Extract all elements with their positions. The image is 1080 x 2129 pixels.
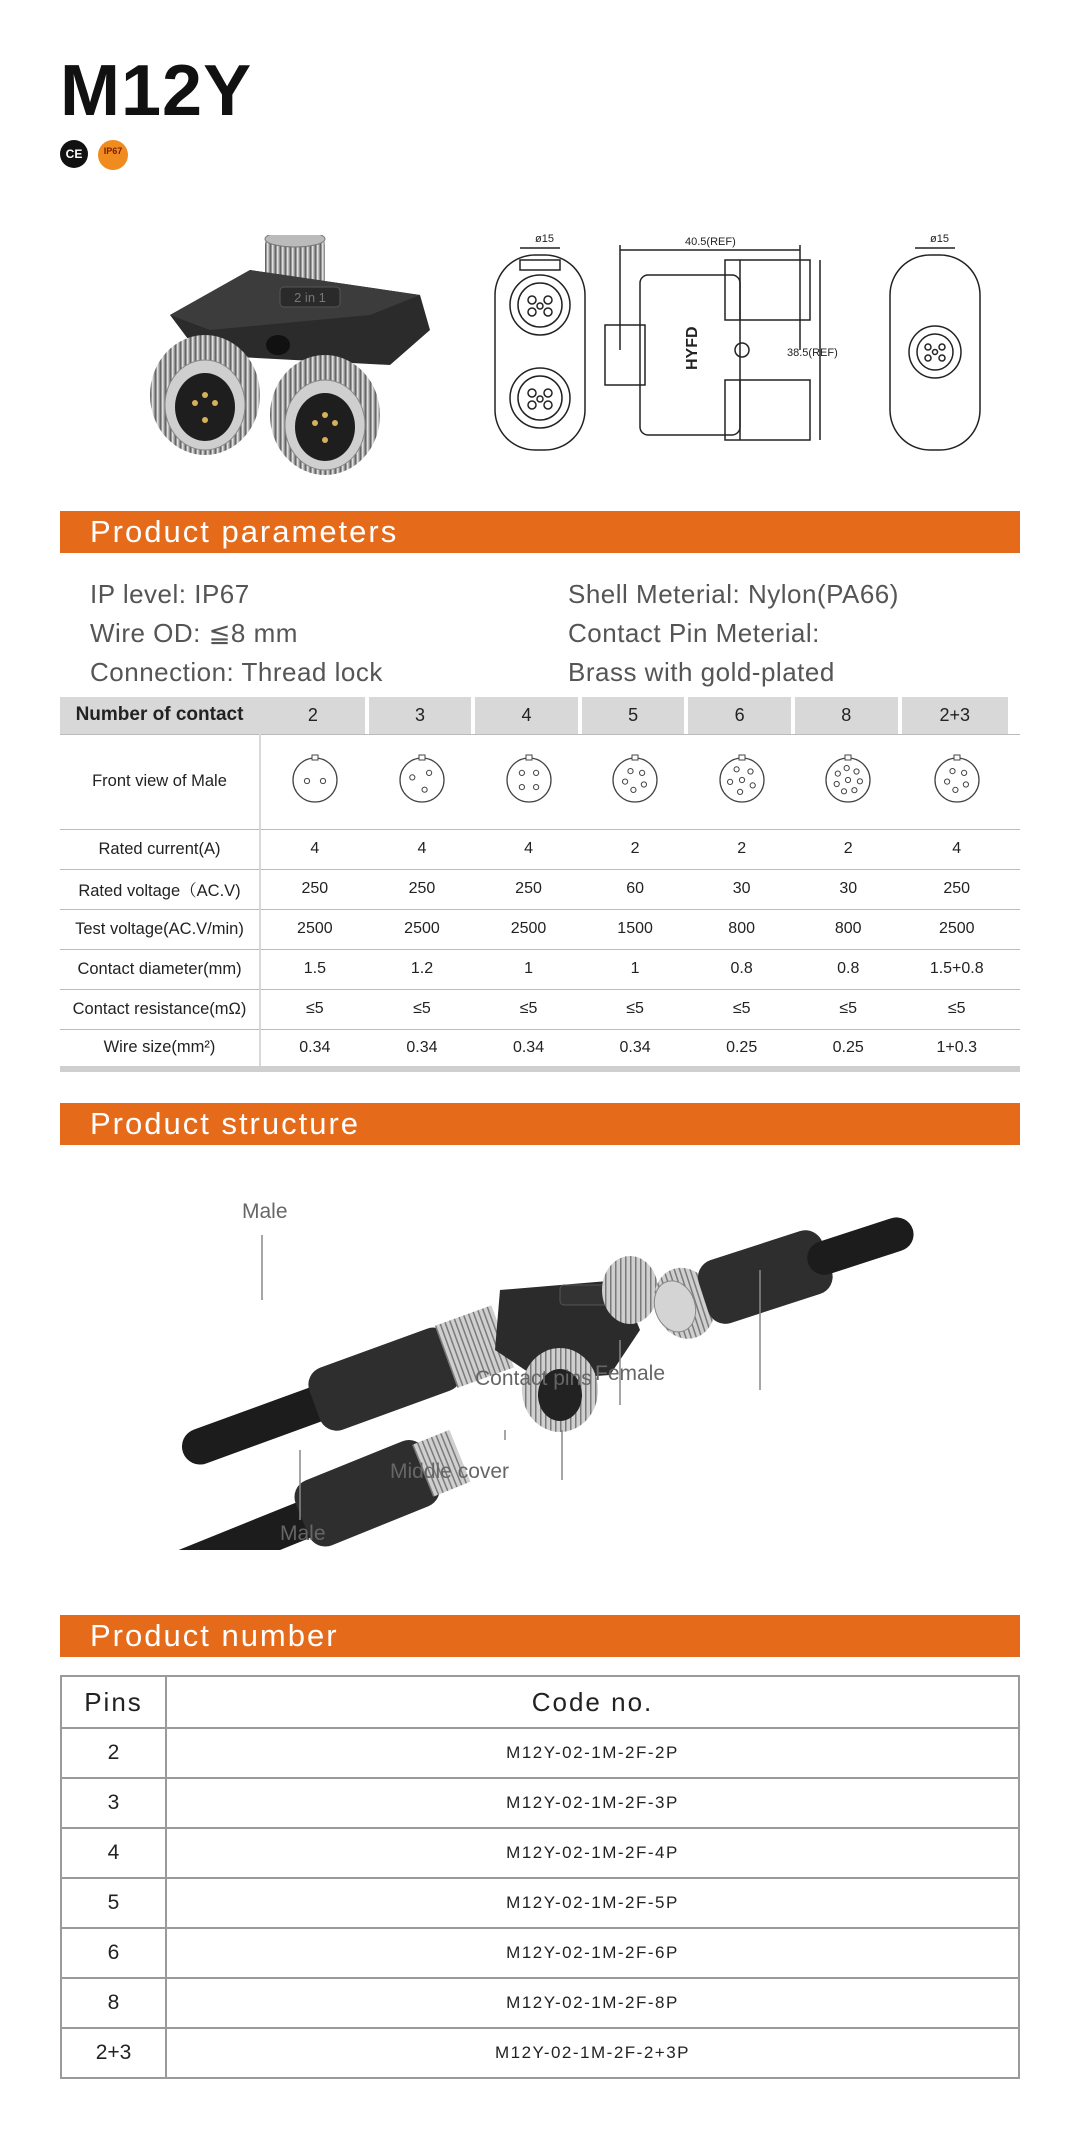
ce-badge-icon: CE xyxy=(60,140,88,168)
spec-row xyxy=(60,989,1020,1029)
code-row xyxy=(61,2028,1019,2078)
code-row-code: M12Y-02-1M-2F-6P xyxy=(166,1928,1019,1978)
code-row-code: M12Y-02-1M-2F-2P xyxy=(166,1728,1019,1778)
dim-height-label: 38.5(REF) xyxy=(787,347,838,359)
spec-cell: ≤5 xyxy=(582,989,689,1029)
hero-mark: 2 in 1 xyxy=(294,290,326,305)
dim-width-label: 40.5(REF) xyxy=(685,236,736,248)
dim-right-label: ø15 xyxy=(930,233,949,245)
spec-cell: 250 xyxy=(475,869,582,909)
spec-header-label: Number of contact xyxy=(60,697,260,734)
spec-row xyxy=(60,1029,1020,1069)
spec-front-view-row xyxy=(60,734,1020,829)
spec-front-view-label: Front view of Male xyxy=(60,734,260,829)
spec-col: 3 xyxy=(369,697,472,734)
param-contact-pin-material: Contact Pin Meterial: xyxy=(568,618,820,648)
callout-male-top: Male xyxy=(242,1200,288,1223)
spec-cell: 30 xyxy=(795,869,902,909)
code-row-code: M12Y-02-1M-2F-3P xyxy=(166,1778,1019,1828)
spec-cell: 2 xyxy=(582,829,689,869)
spec-cell: 250 xyxy=(260,869,369,909)
spec-row-label: Wire size(mm²) xyxy=(60,1029,260,1069)
spec-cell: 0.8 xyxy=(795,949,902,989)
spec-cell: 30 xyxy=(688,869,795,909)
param-connection: Connection: Thread lock xyxy=(90,657,383,687)
spec-cell: 4 xyxy=(902,829,1012,869)
code-row-pins: 8 xyxy=(61,1978,166,2028)
spec-row-label: Rated voltage（AC.V) xyxy=(60,869,260,909)
spec-cell: 1.5 xyxy=(260,949,369,989)
pin-face-icon xyxy=(931,753,983,805)
code-row xyxy=(61,1878,1019,1928)
spec-cell: 1500 xyxy=(582,909,689,949)
spec-cell: 250 xyxy=(902,869,1012,909)
page-title: M12Y xyxy=(60,51,253,131)
spec-cell: ≤5 xyxy=(688,989,795,1029)
spec-row-label: Test voltage(AC.V/min) xyxy=(60,909,260,949)
pin-face-cell xyxy=(582,734,689,829)
spec-cell: 0.25 xyxy=(688,1029,795,1069)
spec-col: 2+3 xyxy=(902,697,1008,734)
code-table-header xyxy=(61,1676,1019,1728)
drawing-end-view-left xyxy=(495,233,585,450)
code-header-pins: Pins xyxy=(61,1676,166,1728)
spec-cell: 2500 xyxy=(260,909,369,949)
spec-col: 4 xyxy=(475,697,578,734)
param-shell-material: Shell Meterial: Nylon(PA66) xyxy=(568,579,899,609)
spec-row xyxy=(60,909,1020,949)
pin-face-icon xyxy=(396,753,448,805)
callout-contact-pins: Contact pins xyxy=(475,1367,592,1390)
parameters-left xyxy=(90,575,383,692)
spec-col: 5 xyxy=(582,697,685,734)
spec-row-label: Rated current(A) xyxy=(60,829,260,869)
spec-cell: ≤5 xyxy=(260,989,369,1029)
spec-cell: 1.5+0.8 xyxy=(902,949,1012,989)
pin-face-icon xyxy=(716,753,768,805)
section-header-structure: Product structure xyxy=(60,1103,1020,1145)
spec-cell: 0.8 xyxy=(688,949,795,989)
spec-cell: 2500 xyxy=(902,909,1012,949)
spec-row xyxy=(60,869,1020,909)
param-wire-od: Wire OD: ≦8 mm xyxy=(90,618,298,648)
param-ip-level: IP level: IP67 xyxy=(90,579,250,609)
code-row-code: M12Y-02-1M-2F-5P xyxy=(166,1878,1019,1928)
spec-row-label: Contact resistance(mΩ) xyxy=(60,989,260,1029)
spec-cell: 1 xyxy=(475,949,582,989)
parameters-right xyxy=(568,575,899,692)
spec-cell: 2 xyxy=(795,829,902,869)
spec-row xyxy=(60,949,1020,989)
code-row-code: M12Y-02-1M-2F-4P xyxy=(166,1828,1019,1878)
code-row xyxy=(61,1978,1019,2028)
brand-label: HYFD xyxy=(684,326,701,370)
dim-left-label: ø15 xyxy=(535,233,554,245)
spec-cell: 0.34 xyxy=(582,1029,689,1069)
pin-face-icon xyxy=(503,753,555,805)
code-row-pins: 2+3 xyxy=(61,2028,166,2078)
code-row-pins: 6 xyxy=(61,1928,166,1978)
section-header-number: Product number xyxy=(60,1615,1020,1657)
spec-col: 2 xyxy=(260,697,365,734)
spec-cell: 800 xyxy=(795,909,902,949)
spec-col: 8 xyxy=(795,697,898,734)
callout-middle-cover: Middle cover xyxy=(390,1460,510,1483)
spec-cell: ≤5 xyxy=(369,989,476,1029)
spec-header-row xyxy=(60,697,1020,734)
pin-face-icon xyxy=(289,753,341,805)
pin-face-cell xyxy=(475,734,582,829)
spec-cell: 2 xyxy=(688,829,795,869)
param-plating: Brass with gold-plated xyxy=(568,657,835,687)
spec-cell: 0.34 xyxy=(260,1029,369,1069)
pin-face-cell xyxy=(902,734,1012,829)
pin-face-cell xyxy=(369,734,476,829)
spec-cell: 800 xyxy=(688,909,795,949)
spec-row xyxy=(60,829,1020,869)
spec-cell: 2500 xyxy=(369,909,476,949)
pin-face-icon xyxy=(609,753,661,805)
technical-drawing xyxy=(480,230,1030,460)
pin-face-cell xyxy=(260,734,369,829)
spec-cell: 2500 xyxy=(475,909,582,949)
spec-cell: ≤5 xyxy=(902,989,1012,1029)
spec-cell: 4 xyxy=(260,829,369,869)
pin-face-cell xyxy=(795,734,902,829)
spec-cell: 1.2 xyxy=(369,949,476,989)
callout-male-bottom: Male xyxy=(280,1522,326,1545)
spec-cell: 0.25 xyxy=(795,1029,902,1069)
spec-cell: 1 xyxy=(582,949,689,989)
code-row xyxy=(61,1828,1019,1878)
spec-cell: 1+0.3 xyxy=(902,1029,1012,1069)
code-row xyxy=(61,1728,1019,1778)
code-row-pins: 3 xyxy=(61,1778,166,1828)
code-row-pins: 2 xyxy=(61,1728,166,1778)
pin-face-cell xyxy=(688,734,795,829)
certification-badges xyxy=(60,140,128,170)
spec-cell: ≤5 xyxy=(475,989,582,1029)
code-row-pins: 4 xyxy=(61,1828,166,1878)
code-row-code: M12Y-02-1M-2F-8P xyxy=(166,1978,1019,2028)
drawing-end-view-right xyxy=(890,233,980,450)
code-row xyxy=(61,1928,1019,1978)
code-row-pins: 5 xyxy=(61,1878,166,1928)
spec-cell: ≤5 xyxy=(795,989,902,1029)
spec-cell: 4 xyxy=(475,829,582,869)
spec-cell: 0.34 xyxy=(475,1029,582,1069)
spec-row-label: Contact diameter(mm) xyxy=(60,949,260,989)
spec-cell: 4 xyxy=(369,829,476,869)
spec-cell: 250 xyxy=(369,869,476,909)
spec-cell: 0.34 xyxy=(369,1029,476,1069)
code-row-code: M12Y-02-1M-2F-2+3P xyxy=(166,2028,1019,2078)
product-photo xyxy=(130,235,440,505)
spec-col: 6 xyxy=(688,697,791,734)
code-row xyxy=(61,1778,1019,1828)
spec-table xyxy=(60,697,1020,1072)
ip67-badge-icon: IP67 xyxy=(98,140,128,170)
callout-female: Female xyxy=(595,1362,666,1385)
code-header-code: Code no. xyxy=(166,1676,1019,1728)
section-header-parameters: Product parameters xyxy=(60,511,1020,553)
code-table xyxy=(60,1675,1020,2079)
spec-cell: 60 xyxy=(582,869,689,909)
drawing-side-view xyxy=(605,236,838,440)
pin-face-icon xyxy=(822,753,874,805)
